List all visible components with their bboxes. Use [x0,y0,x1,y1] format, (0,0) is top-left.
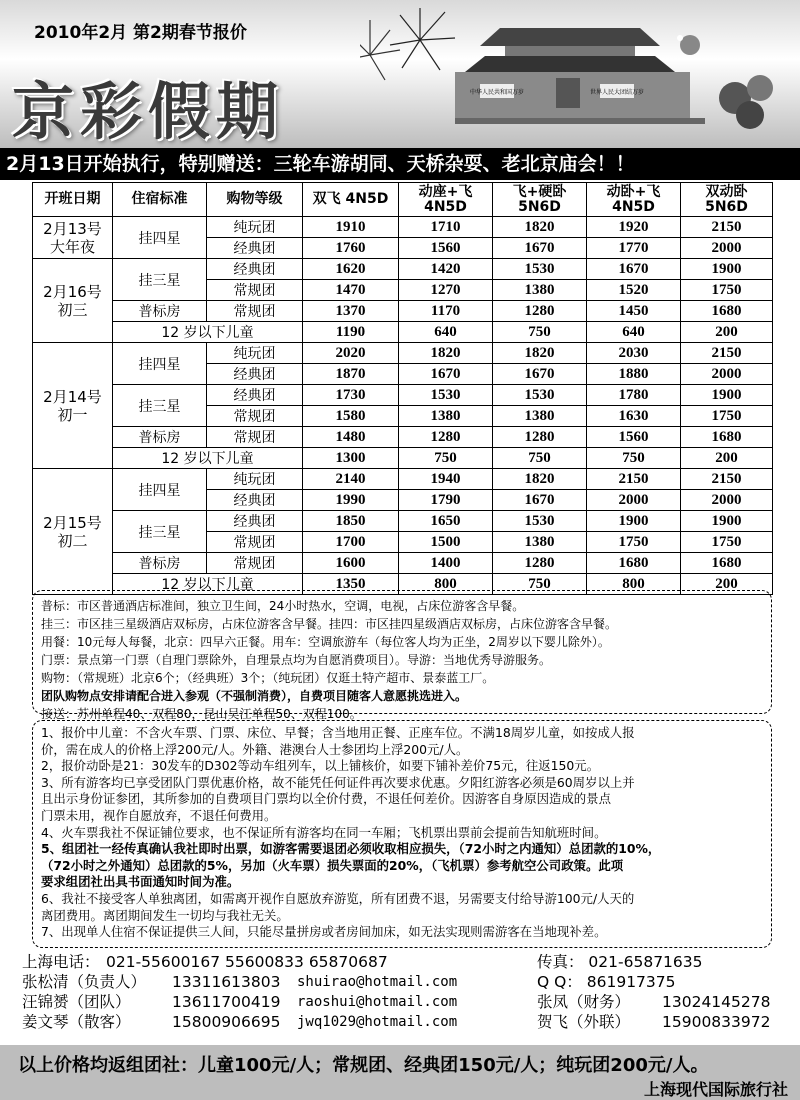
level-cell: 常规团 [207,553,303,574]
contact-row [22,1012,782,1032]
contact-mobile: 15800906695 [172,1013,281,1031]
price-cell: 750 [399,448,493,469]
service-notes [32,590,772,721]
date-cell [33,343,113,469]
table-row [33,217,773,238]
table-row [33,301,773,322]
level-cell: 纯玩团 [207,217,303,238]
qq-number: Q Q： 861917375 [537,973,676,991]
term-line: 4、火车票我社不保证铺位要求，也不保证所有游客均在同一车厢；飞机票出票前会提前告知航班时间。 [41,824,607,840]
price-cell: 1680 [681,553,773,574]
price-cell: 800 [587,574,681,595]
date-line: 初三 [57,300,88,319]
hotel-cell: 普标房 [113,301,207,322]
price-cell: 750 [587,448,681,469]
term-line: 1、报价中儿童：不含火车票、门票、床位、早餐；含当地用正餐、正座车位。不满18周岁儿童，如按成人报 [41,725,635,740]
price-cell: 200 [681,574,773,595]
price-cell: 1900 [587,511,681,532]
price-cell: 750 [493,448,587,469]
term-line: 7、出现单人住宿不保证提供三人间，只能尽量拼房或者房间加床，如无法实现则需游客在当地现补差。 [41,924,607,940]
terms-box [32,720,772,948]
level-cell: 常规团 [207,301,303,322]
price-cell: 200 [681,322,773,343]
price-cell: 1380 [493,532,587,553]
price-cell: 1900 [681,385,773,406]
date-line: 2月16号 [43,282,102,301]
term-line: 离团费用。离团期间发生一切均与我社无关。 [41,907,289,923]
table-row [33,427,773,448]
price-cell: 1750 [681,406,773,427]
child-price-row [33,448,773,469]
price-cell: 1910 [303,217,399,238]
table-row [33,511,773,532]
table-row [33,343,773,364]
price-cell: 1680 [587,553,681,574]
price-cell: 1790 [399,490,493,511]
note-line: 接送：苏州单程40、双程80，昆山吴江单程50、双程100。 [41,707,362,721]
hotel-cell: 挂四星 [113,469,207,511]
contact-row [22,992,782,1012]
column-header: 双动卧 5N6D [681,183,773,217]
price-cell: 2000 [681,490,773,511]
price-cell: 1300 [303,448,399,469]
column-header: 购物等级 [207,183,303,217]
price-cell: 1750 [587,532,681,553]
contact-section [22,952,782,1034]
date-cell [33,259,113,343]
price-cell: 1680 [681,427,773,448]
term-line: 门票未用，视作自愿放弃，不退任何费用。 [41,807,277,823]
term-line: 3、所有游客均已享受团队门票优惠价格，故不能凭任何证件再次要求优惠。夕阳红游客必须是60周岁以上并 [41,774,635,790]
note-line: 用餐：10元每人每餐，北京：四早六正餐。用车：空调旅游车（每位客人均为正坐，2周岁以下婴儿除外）。 [41,635,610,649]
level-cell: 常规团 [207,532,303,553]
banner-slogan-left: 中华人民共和国万岁 [469,89,525,96]
date-line: 2月14号 [43,387,102,406]
price-cell: 1680 [681,301,773,322]
price-cell: 1530 [399,385,493,406]
price-cell: 1880 [587,364,681,385]
price-cell: 1170 [399,301,493,322]
hotel-cell: 挂四星 [113,343,207,385]
price-cell: 1870 [303,364,399,385]
contact-mobile: 13311613803 [172,973,281,991]
price-table [32,182,773,595]
company-name: 上海现代国际旅行社 [643,1080,788,1099]
price-cell: 1670 [493,490,587,511]
price-cell: 1480 [303,427,399,448]
contact-name: 姜文琴（散客） [22,1013,131,1031]
price-cell: 1730 [303,385,399,406]
term-line: 6、我社不接受客人单独离团，如需离开视作自愿放弃游览，所有团费不退，另需要支付给导游100元/人天的 [41,890,635,906]
price-cell: 1900 [681,259,773,280]
price-cell: 1530 [493,385,587,406]
hotel-cell: 挂三星 [113,385,207,427]
price-cell: 1770 [587,238,681,259]
contact-name: 汪锦赟（团队） [22,993,131,1011]
price-cell: 2150 [681,343,773,364]
price-cell: 1750 [681,532,773,553]
price-cell: 1560 [587,427,681,448]
contact-email[interactable]: jwq1029@hotmail.com [297,1014,458,1030]
price-cell: 800 [399,574,493,595]
price-cell: 1500 [399,532,493,553]
price-cell: 1470 [303,280,399,301]
price-cell: 1850 [303,511,399,532]
price-cell: 1530 [493,259,587,280]
table-row [33,385,773,406]
column-header: 动座+飞 4N5D [399,183,493,217]
tiananmen-illustration [360,0,800,148]
price-cell: 1820 [493,343,587,364]
firework-icon [390,8,455,70]
price-cell: 1650 [399,511,493,532]
term-line: 2，报价动卧是21：30发车的D302等动车组列车，以上铺核价，如要下铺补差价75元，往返150元。 [41,758,600,774]
rebate-message: 以上价格均返组团社：儿童100元/人；常规团、经典团150元/人；纯玩团200元/人。 [18,1055,709,1076]
term-line: 5、组团社一经传真确认我社即时出票，如游客需要退团必须收取相应损失，（72小时之内通知）总团款的10%， [41,841,661,857]
price-cell: 1450 [587,301,681,322]
level-cell: 常规团 [207,280,303,301]
price-cell: 1370 [303,301,399,322]
footer [0,1045,800,1100]
price-cell: 1530 [493,511,587,532]
price-cell: 1280 [493,427,587,448]
price-cell: 1560 [399,238,493,259]
term-line: 价，需在成人的价格上浮200元/人。外籍、港澳台人士参团均上浮200元/人。 [41,741,469,757]
price-cell: 200 [681,448,773,469]
price-cell: 640 [399,322,493,343]
price-cell: 1750 [681,280,773,301]
price-cell: 1350 [303,574,399,595]
date-line: 初一 [57,405,88,424]
price-cell: 1820 [493,217,587,238]
header [0,0,800,148]
term-line: （72小时之外通知）总团款的5%，另加（火车票）损失票面的20%，（飞机票）参考航空公司政策。此项 [41,857,624,873]
level-cell: 经典团 [207,259,303,280]
date-line: 2月13号 [43,219,102,238]
column-header: 飞+硬卧 5N6D [493,183,587,217]
price-cell: 2030 [587,343,681,364]
price-cell: 1670 [493,364,587,385]
price-cell: 1400 [399,553,493,574]
hotel-cell: 普标房 [113,427,207,448]
price-cell: 1420 [399,259,493,280]
banner-slogan-right: 世界人民大团结万岁 [589,89,645,96]
finance-name: 张凤（财务） [537,993,631,1011]
note-line: 门票：景点第一门票（自理门票除外，自理景点均为自愿消费项目）。导游：当地优秀导游服务。 [41,653,552,667]
foreign-name: 贺飞（外联） [537,1013,631,1031]
level-cell: 经典团 [207,238,303,259]
contact-row [22,952,782,972]
table-row [33,469,773,490]
price-cell: 2150 [681,469,773,490]
price-cell: 2000 [587,490,681,511]
level-cell: 经典团 [207,511,303,532]
price-cell: 1900 [681,511,773,532]
note-line: 购物：（常规班）北京6个；（经典班）3个；（纯玩团）仅逛土特产超市、景泰蓝工厂。 [41,671,495,685]
price-cell: 1380 [493,280,587,301]
finance-mobile: 13024145278 [662,993,771,1011]
date-cell [33,217,113,259]
price-cell: 1940 [399,469,493,490]
price-cell: 1670 [493,238,587,259]
date-line: 大年夜 [49,237,95,256]
price-cell: 1280 [493,553,587,574]
price-cell: 750 [493,322,587,343]
brand-logo: 京彩假期 [12,75,285,148]
price-cell: 1820 [399,343,493,364]
column-header: 双飞 4N5D [303,183,399,217]
price-cell: 1600 [303,553,399,574]
level-cell: 经典团 [207,385,303,406]
contact-row [22,972,782,992]
level-cell: 常规团 [207,427,303,448]
note-line: 挂三：市区挂三星级酒店双标房，占床位游客含早餐。挂四：市区挂四星级酒店双标房，占床位游客含早餐。 [41,617,618,631]
column-header: 动卧+飞 4N5D [587,183,681,217]
price-cell: 2150 [681,217,773,238]
date-cell [33,469,113,595]
price-cell: 1920 [587,217,681,238]
price-cell: 640 [587,322,681,343]
contact-name: 张松清（负责人） [22,973,147,991]
price-cell: 1280 [493,301,587,322]
price-cell: 1520 [587,280,681,301]
column-header: 住宿标准 [113,183,207,217]
contact-email[interactable]: raoshui@hotmail.com [297,994,458,1010]
price-cell: 1190 [303,322,399,343]
price-cell: 1760 [303,238,399,259]
price-cell: 2150 [587,469,681,490]
price-cell: 1380 [399,406,493,427]
price-cell: 750 [493,574,587,595]
fax-number: 传真： 021-65871635 [537,953,703,971]
child-label: 12 岁以下儿童 [113,448,303,469]
date-line: 2月15号 [43,513,102,532]
price-cell: 1620 [303,259,399,280]
price-cell: 1270 [399,280,493,301]
date-line: 初二 [57,531,88,550]
foreign-mobile: 15900833972 [662,1013,771,1031]
hotel-cell: 挂三星 [113,511,207,553]
price-cell: 2000 [681,364,773,385]
column-header: 开班日期 [33,183,113,217]
phone-numbers: 021-55600167 55600833 65870687 [106,953,388,971]
price-cell: 1670 [399,364,493,385]
firework-icon [360,20,400,80]
table-row [33,553,773,574]
level-cell: 纯玩团 [207,469,303,490]
level-cell: 纯玩团 [207,343,303,364]
child-label: 12 岁以下儿童 [113,574,303,595]
price-cell: 1700 [303,532,399,553]
level-cell: 常规团 [207,406,303,427]
child-label: 12 岁以下儿童 [113,322,303,343]
term-line: 且出示身份证参团，其所参加的自费项目门票均以全价付费，不退任何差价。因游客自身原因造成的景点 [41,791,611,807]
price-cell: 1670 [587,259,681,280]
price-cell: 1780 [587,385,681,406]
hotel-cell: 普标房 [113,553,207,574]
note-line: 团队购物点安排请配合进入参观（不强制消费），自费项目随客人意愿挑选进入。 [41,689,468,703]
price-cell: 1710 [399,217,493,238]
table-row [33,259,773,280]
price-cell: 2020 [303,343,399,364]
flower-icon [677,35,773,129]
contact-mobile: 13611700419 [172,993,281,1011]
price-cell: 1580 [303,406,399,427]
price-cell: 1820 [493,469,587,490]
price-cell: 1380 [493,406,587,427]
note-line: 普标：市区普通酒店标准间，独立卫生间，24小时热水，空调，电视，占床位游客含早餐。 [41,599,525,613]
price-cell: 1280 [399,427,493,448]
level-cell: 经典团 [207,364,303,385]
hotel-cell: 挂三星 [113,259,207,301]
child-price-row [33,322,773,343]
price-cell: 1990 [303,490,399,511]
issue-title: 2010年2月 第2期春节报价 [34,23,247,43]
hotel-cell: 挂四星 [113,217,207,259]
price-cell: 2140 [303,469,399,490]
promo-banner: 2月13日开始执行，特别赠送：三轮车游胡同、天桥杂耍、老北京庙会！！ [0,148,800,180]
price-cell: 1630 [587,406,681,427]
level-cell: 经典团 [207,490,303,511]
contact-email[interactable]: shuirao@hotmail.com [297,974,458,990]
table-header-row [33,183,773,217]
phone-label: 上海电话： [22,953,100,971]
term-line: 要求组团社出具书面通知时间为准。 [41,874,240,890]
price-cell: 2000 [681,238,773,259]
